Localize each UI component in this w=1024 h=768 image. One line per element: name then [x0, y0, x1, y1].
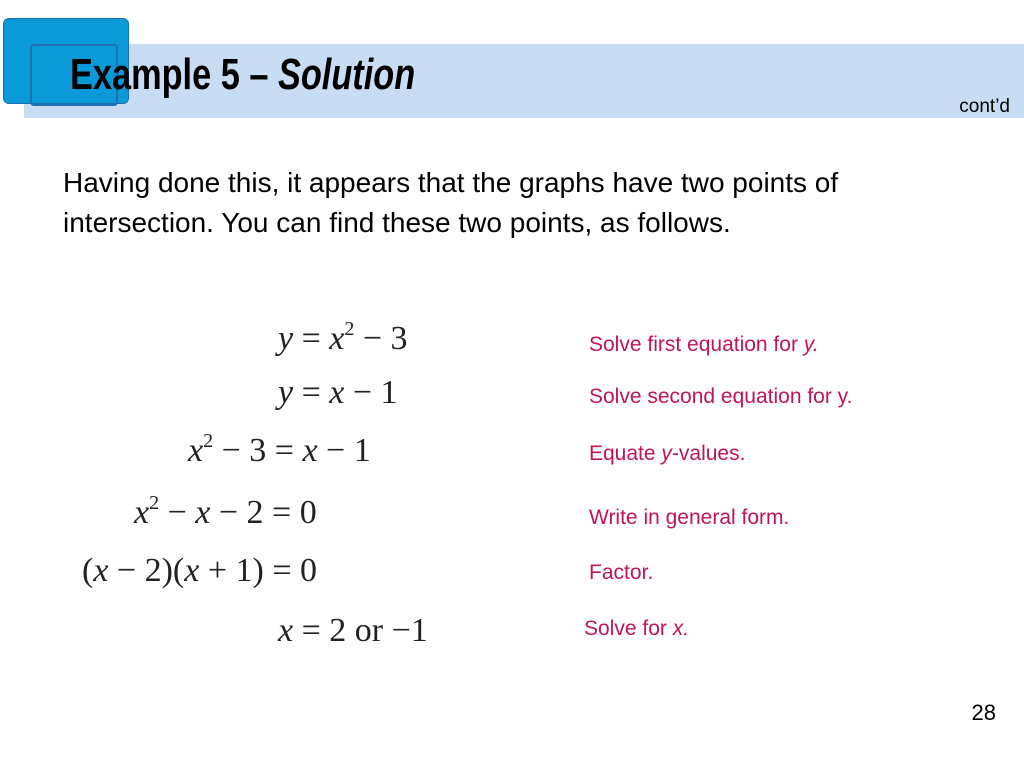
step-note-5: Factor.	[589, 561, 654, 584]
equation-step-5: (x − 2)(x + 1) = 0	[82, 552, 318, 589]
equation-step-6: x = 2 or −1	[278, 612, 428, 649]
equation-step-4: $x^2 - x - 2 = 0$	[134, 492, 317, 531]
slide-title-prefix: Example 5 –	[70, 50, 278, 99]
step-note-6: Solve for x.	[584, 617, 690, 640]
equation-step-1: $y = x^2 - 3$	[278, 318, 408, 357]
page-number: 28	[971, 700, 996, 725]
intro-paragraph: Having done this, it appears that the graphs have two points of intersection. You can find these two points, as follows.	[63, 167, 839, 238]
step-note-4: Write in general form.	[589, 506, 790, 529]
continued-label: cont’d	[959, 96, 1010, 117]
equation-step-3: $x^2 - 3 = x - 1$	[188, 430, 371, 469]
equation-step-2: y = x − 1	[278, 374, 398, 411]
slide-title	[70, 50, 415, 100]
slide-title-emphasis: Solution	[277, 50, 416, 99]
step-note-3: Equate y-values.	[589, 442, 746, 465]
step-note-2: Solve second equation for y.	[589, 385, 853, 408]
step-note-1: Solve first equation for y.	[589, 333, 819, 356]
